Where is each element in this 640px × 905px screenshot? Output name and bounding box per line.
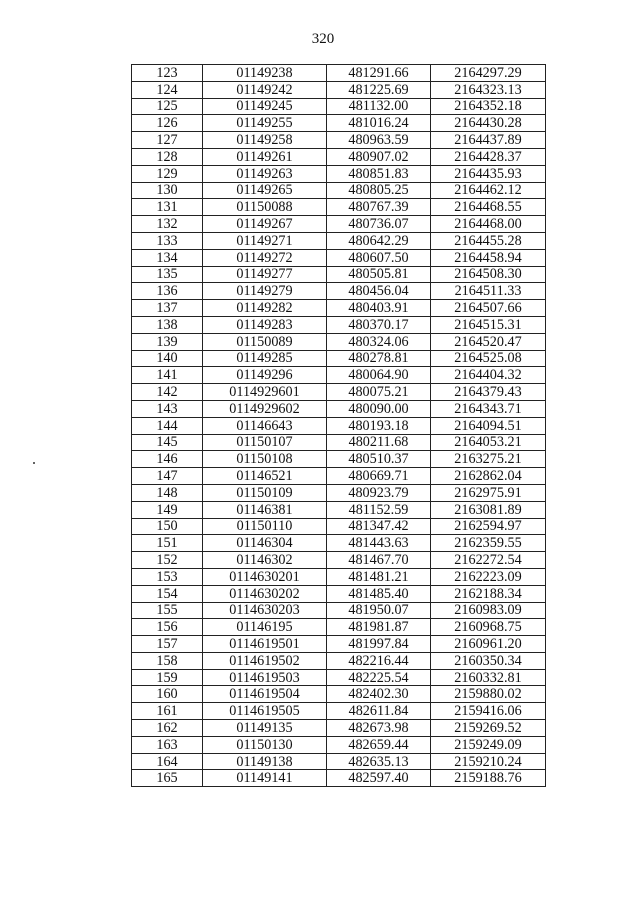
table-row [132, 148, 546, 165]
x-coordinate-cell: 480923.79 [327, 484, 431, 501]
y-coordinate-cell: 2164343.71 [431, 400, 546, 417]
y-coordinate-cell: 2164428.37 [431, 148, 546, 165]
coordinates-table [131, 64, 546, 787]
y-coordinate-cell: 2160968.75 [431, 619, 546, 636]
table-row [132, 535, 546, 552]
x-coordinate-cell: 482635.13 [327, 753, 431, 770]
y-coordinate-cell: 2162594.97 [431, 518, 546, 535]
x-coordinate-cell: 480510.37 [327, 451, 431, 468]
table-row [132, 602, 546, 619]
table-row [132, 132, 546, 149]
y-coordinate-cell: 2160961.20 [431, 636, 546, 653]
point-number-cell: 161 [132, 703, 203, 720]
point-number-cell: 144 [132, 417, 203, 434]
point-number-cell: 124 [132, 81, 203, 98]
point-id-cell: 01150130 [203, 736, 327, 753]
y-coordinate-cell: 2159188.76 [431, 770, 546, 787]
point-id-cell: 01149265 [203, 182, 327, 199]
table-row [132, 316, 546, 333]
table-row [132, 81, 546, 98]
x-coordinate-cell: 482216.44 [327, 652, 431, 669]
y-coordinate-cell: 2164352.18 [431, 98, 546, 115]
point-number-cell: 146 [132, 451, 203, 468]
table-row [132, 568, 546, 585]
point-number-cell: 158 [132, 652, 203, 669]
x-coordinate-cell: 481981.87 [327, 619, 431, 636]
point-id-cell: 01146304 [203, 535, 327, 552]
point-number-cell: 141 [132, 367, 203, 384]
point-number-cell: 139 [132, 333, 203, 350]
point-id-cell: 01149242 [203, 81, 327, 98]
point-id-cell: 01146195 [203, 619, 327, 636]
point-number-cell: 131 [132, 199, 203, 216]
y-coordinate-cell: 2164053.21 [431, 434, 546, 451]
point-number-cell: 125 [132, 98, 203, 115]
x-coordinate-cell: 480090.00 [327, 400, 431, 417]
table-row [132, 417, 546, 434]
table-row [132, 484, 546, 501]
x-coordinate-cell: 481152.59 [327, 501, 431, 518]
table-row [132, 451, 546, 468]
x-coordinate-cell: 480805.25 [327, 182, 431, 199]
point-number-cell: 163 [132, 736, 203, 753]
table-row [132, 686, 546, 703]
table-row [132, 669, 546, 686]
y-coordinate-cell: 2164508.30 [431, 266, 546, 283]
x-coordinate-cell: 480075.21 [327, 384, 431, 401]
point-number-cell: 153 [132, 568, 203, 585]
point-number-cell: 129 [132, 165, 203, 182]
x-coordinate-cell: 480907.02 [327, 148, 431, 165]
x-coordinate-cell: 482402.30 [327, 686, 431, 703]
page-number: 320 [311, 31, 335, 47]
x-coordinate-cell: 480642.29 [327, 232, 431, 249]
point-id-cell: 0114929602 [203, 400, 327, 417]
table-row [132, 720, 546, 737]
point-id-cell: 01149263 [203, 165, 327, 182]
x-coordinate-cell: 480403.91 [327, 300, 431, 317]
point-number-cell: 142 [132, 384, 203, 401]
point-number-cell: 128 [132, 148, 203, 165]
point-id-cell: 01150108 [203, 451, 327, 468]
x-coordinate-cell: 481950.07 [327, 602, 431, 619]
x-coordinate-cell: 481225.69 [327, 81, 431, 98]
x-coordinate-cell: 481485.40 [327, 585, 431, 602]
y-coordinate-cell: 2164435.93 [431, 165, 546, 182]
y-coordinate-cell: 2159880.02 [431, 686, 546, 703]
point-number-cell: 148 [132, 484, 203, 501]
x-coordinate-cell: 480324.06 [327, 333, 431, 350]
point-id-cell: 01150109 [203, 484, 327, 501]
table-row [132, 736, 546, 753]
x-coordinate-cell: 480456.04 [327, 283, 431, 300]
y-coordinate-cell: 2164511.33 [431, 283, 546, 300]
x-coordinate-cell: 480669.71 [327, 468, 431, 485]
table-row [132, 552, 546, 569]
x-coordinate-cell: 480607.50 [327, 249, 431, 266]
table-row [132, 216, 546, 233]
x-coordinate-cell: 481997.84 [327, 636, 431, 653]
point-number-cell: 130 [132, 182, 203, 199]
x-coordinate-cell: 482597.40 [327, 770, 431, 787]
point-id-cell: 0114619501 [203, 636, 327, 653]
point-id-cell: 01149271 [203, 232, 327, 249]
point-number-cell: 150 [132, 518, 203, 535]
x-coordinate-cell: 480278.81 [327, 350, 431, 367]
table-row [132, 468, 546, 485]
point-id-cell: 0114619505 [203, 703, 327, 720]
x-coordinate-cell: 480211.68 [327, 434, 431, 451]
table-row [132, 182, 546, 199]
y-coordinate-cell: 2162188.34 [431, 585, 546, 602]
point-number-cell: 160 [132, 686, 203, 703]
point-number-cell: 164 [132, 753, 203, 770]
x-coordinate-cell: 481132.00 [327, 98, 431, 115]
x-coordinate-cell: 481291.66 [327, 65, 431, 82]
y-coordinate-cell: 2162223.09 [431, 568, 546, 585]
table-row [132, 98, 546, 115]
point-id-cell: 01150107 [203, 434, 327, 451]
point-id-cell: 01149296 [203, 367, 327, 384]
point-id-cell: 01149135 [203, 720, 327, 737]
table-row [132, 65, 546, 82]
table-row [132, 585, 546, 602]
point-id-cell: 01149285 [203, 350, 327, 367]
y-coordinate-cell: 2162359.55 [431, 535, 546, 552]
y-coordinate-cell: 2164525.08 [431, 350, 546, 367]
point-number-cell: 155 [132, 602, 203, 619]
x-coordinate-cell: 482225.54 [327, 669, 431, 686]
table-row [132, 770, 546, 787]
y-coordinate-cell: 2164515.31 [431, 316, 546, 333]
y-coordinate-cell: 2162272.54 [431, 552, 546, 569]
point-id-cell: 01149267 [203, 216, 327, 233]
y-coordinate-cell: 2162862.04 [431, 468, 546, 485]
point-id-cell: 0114619502 [203, 652, 327, 669]
stray-dot-mark [33, 462, 35, 464]
point-id-cell: 01149141 [203, 770, 327, 787]
y-coordinate-cell: 2164297.29 [431, 65, 546, 82]
point-id-cell: 0114630201 [203, 568, 327, 585]
point-number-cell: 143 [132, 400, 203, 417]
table-row [132, 434, 546, 451]
table-row [132, 652, 546, 669]
point-number-cell: 154 [132, 585, 203, 602]
y-coordinate-cell: 2160983.09 [431, 602, 546, 619]
table-row [132, 619, 546, 636]
point-number-cell: 137 [132, 300, 203, 317]
point-number-cell: 162 [132, 720, 203, 737]
table-row [132, 283, 546, 300]
x-coordinate-cell: 480064.90 [327, 367, 431, 384]
y-coordinate-cell: 2164094.51 [431, 417, 546, 434]
point-id-cell: 01150110 [203, 518, 327, 535]
point-id-cell: 01146302 [203, 552, 327, 569]
table-row [132, 518, 546, 535]
x-coordinate-cell: 480851.83 [327, 165, 431, 182]
table-row [132, 249, 546, 266]
table-row [132, 165, 546, 182]
x-coordinate-cell: 480193.18 [327, 417, 431, 434]
table-row [132, 636, 546, 653]
y-coordinate-cell: 2163081.89 [431, 501, 546, 518]
point-id-cell: 0114619503 [203, 669, 327, 686]
point-number-cell: 145 [132, 434, 203, 451]
y-coordinate-cell: 2164437.89 [431, 132, 546, 149]
y-coordinate-cell: 2164468.00 [431, 216, 546, 233]
table-row [132, 703, 546, 720]
table-row [132, 266, 546, 283]
point-number-cell: 126 [132, 115, 203, 132]
point-id-cell: 01149261 [203, 148, 327, 165]
point-id-cell: 01146521 [203, 468, 327, 485]
y-coordinate-cell: 2164468.55 [431, 199, 546, 216]
point-number-cell: 159 [132, 669, 203, 686]
table-row [132, 232, 546, 249]
table-row [132, 199, 546, 216]
y-coordinate-cell: 2164507.66 [431, 300, 546, 317]
y-coordinate-cell: 2159269.52 [431, 720, 546, 737]
x-coordinate-cell: 480963.59 [327, 132, 431, 149]
point-number-cell: 157 [132, 636, 203, 653]
x-coordinate-cell: 480505.81 [327, 266, 431, 283]
point-number-cell: 123 [132, 65, 203, 82]
point-number-cell: 149 [132, 501, 203, 518]
point-id-cell: 01149138 [203, 753, 327, 770]
y-coordinate-cell: 2160350.34 [431, 652, 546, 669]
x-coordinate-cell: 481467.70 [327, 552, 431, 569]
point-number-cell: 152 [132, 552, 203, 569]
table-row [132, 501, 546, 518]
table-row [132, 300, 546, 317]
x-coordinate-cell: 481443.63 [327, 535, 431, 552]
point-number-cell: 127 [132, 132, 203, 149]
point-id-cell: 01149245 [203, 98, 327, 115]
y-coordinate-cell: 2163275.21 [431, 451, 546, 468]
table-row [132, 350, 546, 367]
y-coordinate-cell: 2164455.28 [431, 232, 546, 249]
y-coordinate-cell: 2164458.94 [431, 249, 546, 266]
point-id-cell: 01149255 [203, 115, 327, 132]
y-coordinate-cell: 2164520.47 [431, 333, 546, 350]
table-row [132, 384, 546, 401]
point-id-cell: 01149282 [203, 300, 327, 317]
point-number-cell: 136 [132, 283, 203, 300]
x-coordinate-cell: 482611.84 [327, 703, 431, 720]
x-coordinate-cell: 481347.42 [327, 518, 431, 535]
y-coordinate-cell: 2159416.06 [431, 703, 546, 720]
point-number-cell: 135 [132, 266, 203, 283]
x-coordinate-cell: 481481.21 [327, 568, 431, 585]
point-id-cell: 01150089 [203, 333, 327, 350]
point-number-cell: 151 [132, 535, 203, 552]
point-id-cell: 01150088 [203, 199, 327, 216]
y-coordinate-cell: 2159210.24 [431, 753, 546, 770]
y-coordinate-cell: 2164430.28 [431, 115, 546, 132]
point-id-cell: 01149279 [203, 283, 327, 300]
point-id-cell: 0114630202 [203, 585, 327, 602]
x-coordinate-cell: 480370.17 [327, 316, 431, 333]
point-number-cell: 138 [132, 316, 203, 333]
point-id-cell: 01146643 [203, 417, 327, 434]
x-coordinate-cell: 480736.07 [327, 216, 431, 233]
coordinates-table-body [132, 65, 546, 787]
point-number-cell: 165 [132, 770, 203, 787]
point-id-cell: 0114630203 [203, 602, 327, 619]
point-number-cell: 156 [132, 619, 203, 636]
y-coordinate-cell: 2164379.43 [431, 384, 546, 401]
table-row [132, 400, 546, 417]
point-id-cell: 01146381 [203, 501, 327, 518]
table-row [132, 333, 546, 350]
y-coordinate-cell: 2160332.81 [431, 669, 546, 686]
x-coordinate-cell: 481016.24 [327, 115, 431, 132]
point-id-cell: 0114619504 [203, 686, 327, 703]
table-row [132, 115, 546, 132]
point-id-cell: 01149258 [203, 132, 327, 149]
point-id-cell: 0114929601 [203, 384, 327, 401]
y-coordinate-cell: 2164323.13 [431, 81, 546, 98]
y-coordinate-cell: 2164404.32 [431, 367, 546, 384]
point-number-cell: 132 [132, 216, 203, 233]
point-id-cell: 01149283 [203, 316, 327, 333]
y-coordinate-cell: 2164462.12 [431, 182, 546, 199]
point-id-cell: 01149238 [203, 65, 327, 82]
y-coordinate-cell: 2162975.91 [431, 484, 546, 501]
point-id-cell: 01149277 [203, 266, 327, 283]
x-coordinate-cell: 480767.39 [327, 199, 431, 216]
x-coordinate-cell: 482659.44 [327, 736, 431, 753]
point-number-cell: 147 [132, 468, 203, 485]
table-row [132, 753, 546, 770]
y-coordinate-cell: 2159249.09 [431, 736, 546, 753]
point-number-cell: 133 [132, 232, 203, 249]
point-number-cell: 134 [132, 249, 203, 266]
point-number-cell: 140 [132, 350, 203, 367]
point-id-cell: 01149272 [203, 249, 327, 266]
table-row [132, 367, 546, 384]
x-coordinate-cell: 482673.98 [327, 720, 431, 737]
